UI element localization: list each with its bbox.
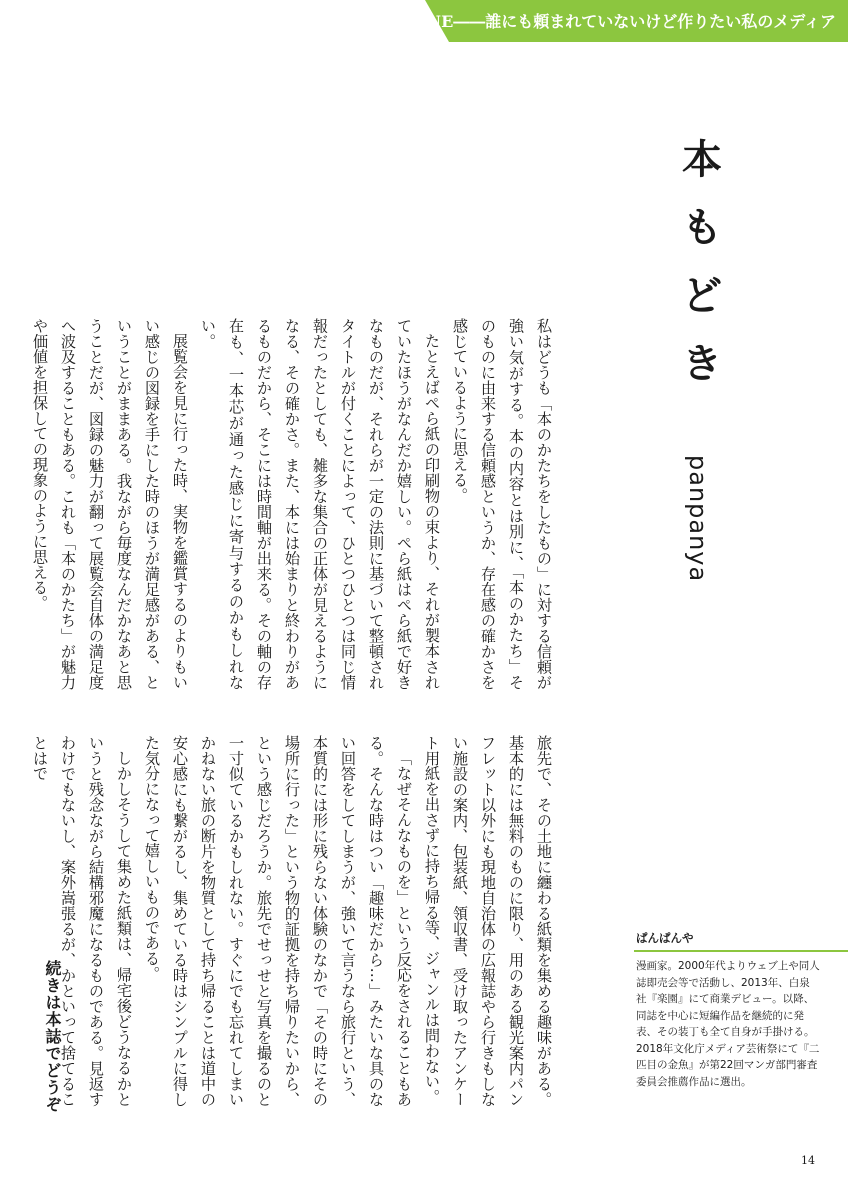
title-char-3: ど [682,273,722,319]
page-number: 14 [801,1154,815,1167]
author-bio [634,930,848,1090]
body-paragraph: 展覧会を見に行った時、実物を鑑賞するのよりもいい感じの図録を手にした時のほうが満足感がある、ということがままある。我ながら毎度なんだかなあと思うことだが、図録の魅力が翻って展覧会自体の満足度へ波及することもある。これも「本のかたち」が魅力や価値を担保しての現象のように思える。 [31,318,189,690]
title-char-2: も [682,205,722,251]
article-body-upper [31,318,558,690]
title-char-4: き [682,341,722,387]
body-paragraph: 私はどうも「本のかたちをしたもの」に対する信頼が強い気がする。本の内容とは別に、「本のかたち」そのものに由来する信頼感というか、存在感の確かさを感じているように思える。 [451,318,553,690]
author-name: panpanya [684,455,712,583]
continue-in-magazine-note: 続きは本誌でどうぞ [43,960,62,1113]
article-title [680,137,724,387]
body-paragraph: しかしそうして集めた紙類は、帰宅後どうなるかというと残念ながら結構邪魔になるものである。見返すわけでもないし、案外嵩張るが、かといって捨てることはで [31,735,133,1107]
bio-text: 漫画家。2000年代よりウェブ上や同人誌即売会等で活動し、2013年、白泉社『楽園』にて商業デビュー。以降、同誌を中心に短編作品を継続的に発表、その装丁も全て自身が手掛ける。2018年文化庁メディア芸術祭にて『二匹目の金魚』が第22回マンガ部門審査委員会推薦作品に選出。 [636,960,820,1088]
magazine-section-title: ZINE――誰にも頼まれていないけど作りたい私のメディア [407,12,836,31]
body-paragraph: 旅先で、その土地に纏わる紙類を集める趣味がある。基本的には無料のものに限り、用のある観光案内パンフレット以外にも現地自治体の広報誌やら行きもしない施設の案内、包装紙、領収書、受け取ったアンケート用紙を出さずに持ち帰る等、ジャンルは問わない。 [423,735,553,1107]
header-bar [0,0,848,42]
title-char-1: 本 [682,137,722,183]
bio-author-name: ぱんぱんや [636,931,694,945]
body-paragraph: たとえばぺら紙の印刷物の束より、それが製本されていたほうがなんだか嬉しい。ぺら紙はぺら紙で好きなものだが、それらが一定の法則に基づいて整頓されタイトルが付くことによって、ひとつひとつは同じ情報だったとしても、雑多な集合の正体が見えるようになる、その確かさ。また、本には始まりと終わりがあるものだから、そこには時間軸が出来る。その軸の存在も、一本芯が通った感じに寄与するのかもしれない。 [199,318,441,690]
bio-divider [634,950,848,952]
body-paragraph: 「なぜそんなものを」という反応をされることもある。そんな時はつい「趣味だから…」みたいな具のない回答をしてしまうが、強いて言うなら旅行という、本質的には形に残らない体験のなかで「その時にその場所に行った」という物的証拠を持ち帰りたいから、という感じだろうか。旅先でせっせと写真を撮るのと一寸似ているかもしれない。すぐにでも忘れてしまいかねない旅の断片を物質として持ち帰ることは道中の安心感にも繋がるし、集めている時はシンプルに得した気分になって嬉しいものである。 [143,735,413,1107]
